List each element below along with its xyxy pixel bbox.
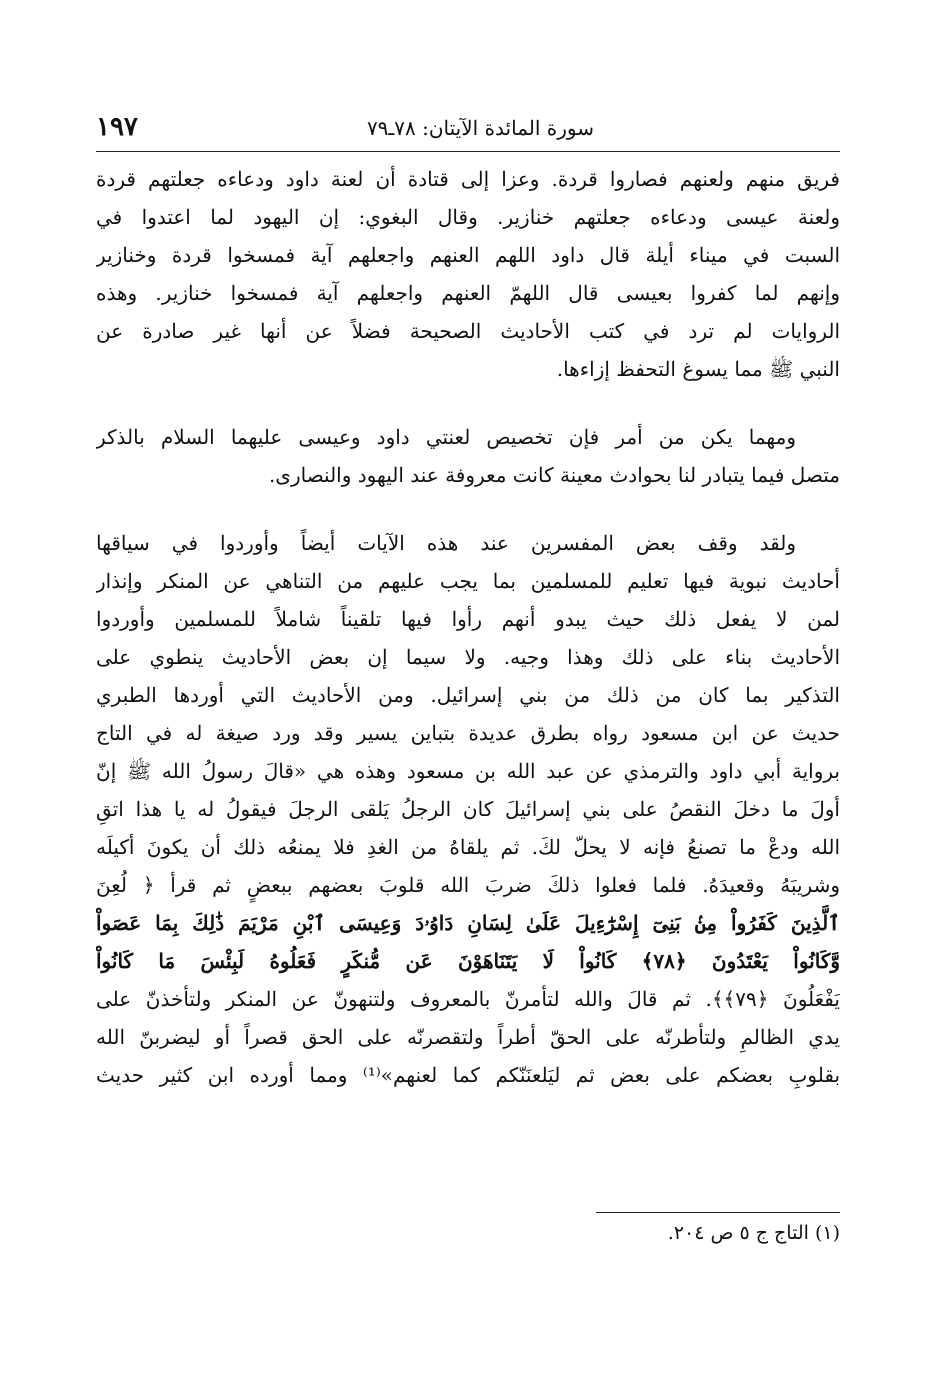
text-line: حديث عن ابن مسعود رواه بطرق عديدة بتباين يسير وقد ورد صيغة له في التاج <box>96 721 840 745</box>
text-line: السبت في ميناء أيلة قال داود اللهم العنهم واجعلهم آية فمسخوا قردة وخنازير <box>96 243 840 267</box>
body-text <box>96 160 840 1094</box>
text-line: التذكير بما كان من ذلك من بني إسرائيل. ومن الأحاديث التي أوردها الطبري <box>96 683 840 707</box>
text-line: برواية أبي داود والترمذي عن عبد الله بن مسعود وهذه هي «قالَ رسولُ الله ﷺ إنّ <box>96 759 840 783</box>
text-line: النبي ﷺ مما يسوغ التحفظ إزاءها. <box>556 357 840 381</box>
text-line: أولَ ما دخلَ النقصُ على بني إسرائيلَ كان الرجلُ يَلقى الرجلَ فيقولُ له يا هذا اتقِ <box>96 797 840 821</box>
quran-verse-line: وَّكَانُواْ يَعْتَدُونَ ﴿٧٨﴾ كَانُواْ لَا يَتَنَاهَوْنَ عَن مُّنكَرٍ فَعَلُوهُ لَبِئْسَ مَا كَانُواْ <box>96 949 840 973</box>
header-divider <box>96 151 840 152</box>
text-line: فريق منهم ولعنهم فصاروا قردة. وعزا إلى قتادة أن لعنة داود ودعاءه جعلتهم قردة <box>96 167 840 191</box>
quran-verse-line: ٱلَّذِينَ كَفَرُواْ مِنۢ بَنِىٓ إِسْرَٰٓءِيلَ عَلَىٰ لِسَانِ دَاوُۥدَ وَعِيسَى ٱبْنِ مَرْيَمَ ذَٰلِكَ بِمَا عَصَواْ <box>96 911 840 935</box>
page-number: ١٩٧ <box>96 112 138 142</box>
text-line: الروايات لم ترد في كتب الأحاديث الصحيحة فضلاً عن أنها غير صادرة عن <box>96 319 840 343</box>
footnote: (١) التاج ج ٥ ص ٢٠٤. <box>667 1222 840 1244</box>
text-line: بقلوبِ بعضكم على بعض ثم ليَلعنَنّكم كما لعنهم»⁽¹⁾ ومما أورده ابن كثير حديث <box>96 1063 840 1087</box>
paragraph-1 <box>96 160 840 388</box>
text-line: وشريبَهُ وقعيدَهُ. فلما فعلوا ذلكَ ضربَ الله قلوبَ بعضهم ببعضٍ ثم قرأ ﴿ لُعِنَ <box>96 873 840 897</box>
text-line: لمن لا يفعل ذلك حيث يبدو أنهم رأوا فيها تلقيناً شاملاً للمسلمين وأوردوا <box>96 607 840 631</box>
text-line: أحاديث نبوية فيها تعليم للمسلمين بما يجب عليهم من التناهي عن المنكر وإنذار <box>96 569 840 593</box>
text-line: ولقد وقف بعض المفسرين عند هذه الآيات أيضاً وأوردوا في سياقها <box>96 531 796 555</box>
text-line: متصل فيما يتبادر لنا بحوادث معينة كانت معروفة عند اليهود والنصارى. <box>268 463 840 487</box>
text-line: يدي الظالمِ ولتأطرنّه على الحقّ أطراً ولتقصرنّه على الحق قصراً أو ليضربنّ الله <box>96 1025 840 1049</box>
text-line: ومهما يكن من أمر فإن تخصيص لعنتي داود وعيسى عليهما السلام بالذكر <box>96 425 796 449</box>
running-title: سورة المائدة الآيتان: ٧٨ـ٧٩ <box>366 116 594 140</box>
footnote-divider <box>596 1212 840 1213</box>
text-line: وإنهم لما كفروا بعيسى قال اللهمّ العنهم واجعلهم آية فمسخوا خنازير. وهذه <box>96 281 840 305</box>
paragraph-3 <box>96 524 840 1094</box>
text-line: الأحاديث بناء على ذلك وهذا وجيه. ولا سيما إن بعض الأحاديث ينطوي على <box>96 645 840 669</box>
paragraph-2 <box>96 418 840 494</box>
text-line: ولعنة عيسى ودعاءه جعلتهم خنازير. وقال البغوي: إن اليهود لما اعتدوا في <box>96 205 840 229</box>
page-header <box>96 112 840 148</box>
text-line: يَفْعَلُونَ ﴿٧٩﴾﴾. ثم قالَ والله لتأمرنّ بالمعروف ولتنهونّ عن المنكر ولتأخذنّ على <box>96 987 840 1011</box>
text-line: الله ودعْ ما تصنعُ فإنه لا يحلّ لكَ. ثم يلقاهُ من الغدِ فلا يمنعُه ذلك أن يكونَ أكيلَه <box>96 835 840 859</box>
